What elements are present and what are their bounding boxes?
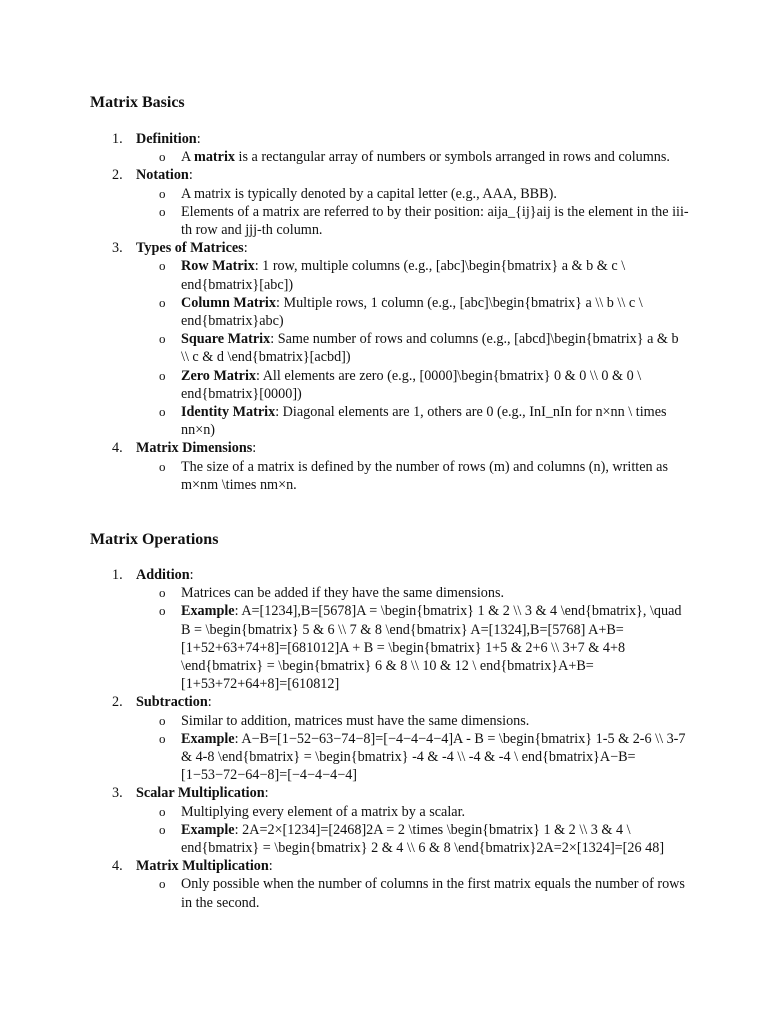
sub-bold-text: Example <box>181 603 235 620</box>
sub-bold-text: Row Matrix <box>181 258 255 275</box>
item-number: 3. <box>112 240 123 257</box>
item-title <box>136 693 690 711</box>
sub-bold-text: Zero Matrix <box>181 367 256 384</box>
item-title <box>136 239 690 257</box>
sub-text: : Multiple rows, 1 column (e.g., [abc]\begin{bmatrix} a \\ b \\ c \ end{bmatrix}abc) <box>181 294 643 330</box>
sub-list-item <box>136 712 690 730</box>
bullet-icon: o <box>159 458 166 474</box>
item-title-text: Addition <box>136 567 190 583</box>
bullet-icon: o <box>159 876 166 892</box>
item-number: 1. <box>112 131 123 147</box>
sub-bold-text: Square Matrix <box>181 331 271 348</box>
sub-list-item <box>136 148 690 166</box>
item-title-text: Types of Matrices <box>136 240 244 257</box>
bullet-icon: o <box>159 585 166 601</box>
sub-list-item <box>136 294 690 330</box>
item-title <box>136 566 690 584</box>
sub-text: Only possible when the number of columns in the first matrix equals the number of rows in the second. <box>181 876 685 911</box>
item-title-colon: : <box>207 694 212 711</box>
bullet-icon: o <box>159 712 166 728</box>
bullet-icon: o <box>159 404 166 420</box>
sub-list <box>136 148 690 166</box>
sub-text: : Same number of rows and columns (e.g., [abcd]\begin{bmatrix} a & b \\ c & d \end{bmatrix}[acbd]) <box>181 331 679 366</box>
sub-bold-text: matrix <box>194 149 235 166</box>
sub-text: : All elements are zero (e.g., [0000]\begin{bmatrix} 0 & 0 \\ 0 & 0 \ end{bmatrix}[0000]) <box>181 367 642 402</box>
item-number: 4. <box>112 858 123 875</box>
item-number: 3. <box>112 785 123 802</box>
item-title-text: Definition <box>136 131 197 147</box>
bullet-icon: o <box>159 821 166 837</box>
operations-list <box>90 566 690 912</box>
bullet-icon: o <box>159 294 166 310</box>
list-item <box>90 439 690 494</box>
list-item <box>90 566 690 693</box>
sub-list <box>136 712 690 785</box>
sub-list-item <box>136 203 690 239</box>
sub-text: A <box>181 149 195 166</box>
bullet-icon: o <box>159 803 166 819</box>
sub-text: : Diagonal elements are 1, others are 0 (e.g., InI_nIn for n×nn \ times nn×n) <box>181 404 667 439</box>
list-item <box>90 693 690 784</box>
item-title-text: Scalar Multiplication <box>136 785 265 802</box>
sub-list <box>136 803 690 858</box>
item-title-colon: : <box>243 240 248 257</box>
basics-list <box>90 130 690 494</box>
item-title-colon: : <box>268 858 273 875</box>
sub-bold-text: Example <box>181 730 235 747</box>
item-title <box>136 439 690 457</box>
bullet-icon: o <box>159 331 166 347</box>
sub-bold-text: Example <box>181 821 235 838</box>
item-title-colon: : <box>196 131 201 147</box>
item-title <box>136 784 690 802</box>
sub-text: : A=[1234],B=[5678]A = \begin{bmatrix} 1 & 2 \\ 3 & 4 \end{bmatrix}, \quad B = \begin{bmatrix} 5 & 6 \\ 7 & 8 \end{bmatrix} A=[1324],B=[5768] A+B=[1+52+63+74+8]=[681012]A + B = \begin{bmatrix} 1+5 & 2+6 \\ 3+7 & 4+8 \end{bmatrix} = \begin{bmatrix} 6 & 8 \\ 10 & 12 \ end{bmatrix}A+B=[1+53+72+64+8]=[610812] <box>181 603 682 693</box>
sub-list <box>136 458 690 494</box>
section-heading-operations: Matrix Operations <box>90 531 219 548</box>
sub-text: A matrix is typically denoted by a capital letter (e.g., AAA, BBB). <box>181 185 557 202</box>
item-number: 2. <box>112 167 123 184</box>
sub-list-item <box>136 584 690 602</box>
sub-list-item <box>136 367 690 403</box>
sub-list-item <box>136 458 690 494</box>
bullet-icon: o <box>159 603 166 619</box>
item-title <box>136 857 690 875</box>
sub-text: The size of a matrix is defined by the number of rows (m) and columns (n), written as m×nm \times nm×n. <box>181 458 668 493</box>
bullet-icon: o <box>159 258 166 274</box>
sub-text: Matrices can be added if they have the same dimensions. <box>181 585 505 602</box>
list-item <box>90 857 690 912</box>
item-title-colon: : <box>264 785 269 802</box>
bullet-icon: o <box>159 367 166 383</box>
sub-list-item <box>136 730 690 785</box>
sub-list-item <box>136 403 690 439</box>
bullet-icon: o <box>159 203 166 219</box>
sub-text: Similar to addition, matrices must have the same dimensions. <box>181 712 530 729</box>
item-title <box>136 130 690 148</box>
item-title-colon: : <box>188 167 193 184</box>
bullet-icon: o <box>159 185 166 201</box>
list-item <box>90 166 690 239</box>
item-number: 2. <box>112 694 123 711</box>
item-title-colon: : <box>252 440 257 457</box>
sub-list <box>136 584 690 693</box>
bullet-icon: o <box>159 730 166 746</box>
bullet-icon: o <box>159 149 166 165</box>
sub-list <box>136 185 690 240</box>
sub-list-item <box>136 602 690 693</box>
item-title-text: Subtraction <box>136 694 208 711</box>
item-title-text: Matrix Dimensions <box>136 440 253 457</box>
item-title-text: Notation <box>136 167 189 184</box>
sub-text: : 2A=2×[1234]=[2468]2A = 2 \times \begin{bmatrix} 1 & 2 \\ 3 & 4 \ end{bmatrix} = \begin{bmatrix} 2 & 4 \\ 6 & 8 \end{bmatrix}2A=2×[1324]=[26 48] <box>181 821 665 857</box>
sub-text: Multiplying every element of a matrix by a scalar. <box>181 803 466 820</box>
sub-list-item <box>136 875 690 911</box>
list-item <box>90 130 690 166</box>
item-title-text: Matrix Multiplication <box>136 858 269 875</box>
sub-text: Elements of a matrix are referred to by their position: aija_{ij}aij is the element in the iii-th row and jjj-th column. <box>181 203 689 239</box>
sub-list-item <box>136 257 690 293</box>
sub-list-item <box>136 803 690 821</box>
sub-bold-text: Column Matrix <box>181 294 276 311</box>
sub-text: : A−B=[1−52−63−74−8]=[−4−4−4−4]A - B = \begin{bmatrix} 1-5 & 2-6 \\ 3-7 & 4-8 \end{bmatrix} = \begin{bmatrix} -4 & -4 \\ -4 & -4 \ end{bmatrix}A−B=[1−53−72−64−8]=[−4−4−4−4] <box>181 730 686 784</box>
sub-list-item <box>136 330 690 366</box>
sub-list-item <box>136 821 690 857</box>
sub-text: : 1 row, multiple columns (e.g., [abc]\begin{bmatrix} a & b & c \ end{bmatrix}[abc]) <box>181 258 626 293</box>
sub-text: is a rectangular array of numbers or symbols arranged in rows and columns. <box>235 149 670 166</box>
item-number: 1. <box>112 567 123 583</box>
item-title-colon: : <box>189 567 194 583</box>
sub-list-item <box>136 185 690 203</box>
list-item <box>90 784 690 857</box>
sub-bold-text: Identity Matrix <box>181 404 276 421</box>
section-heading-basics: Matrix Basics <box>90 94 185 111</box>
list-item <box>90 239 690 439</box>
sub-list <box>136 875 690 911</box>
item-number: 4. <box>112 440 123 457</box>
item-title <box>136 166 690 184</box>
sub-list <box>136 257 690 439</box>
